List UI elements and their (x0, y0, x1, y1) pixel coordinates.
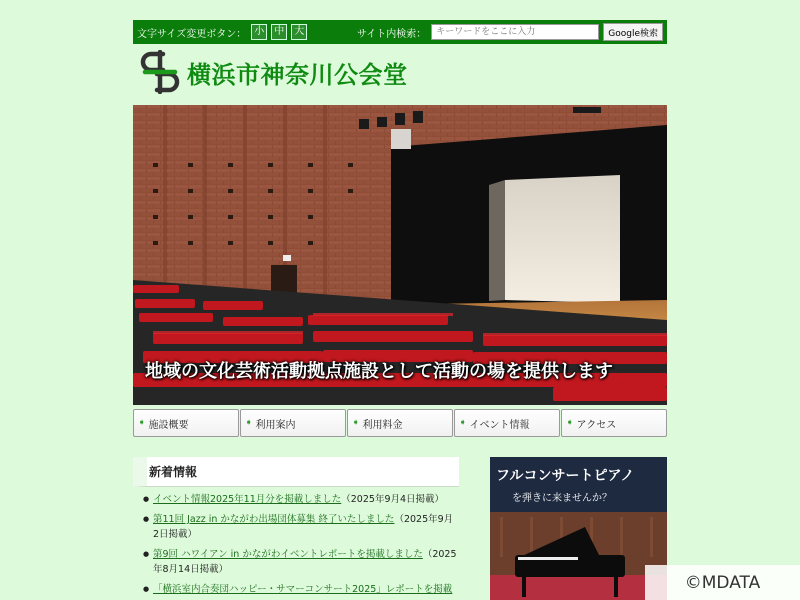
arrow-right-icon: ➧ (566, 418, 574, 428)
news-link[interactable]: 第11回 Jazz in かながわ出場団体募集 終了いたしました (153, 514, 395, 525)
arrow-right-icon: ➧ (245, 418, 253, 428)
font-size-small-button[interactable]: 小 (251, 24, 267, 40)
site-search-label: サイト内検索： (356, 28, 427, 40)
hero-caption: 地域の文化芸術活動拠点施設として活動の場を提供します (145, 361, 613, 382)
arrow-right-icon: ➧ (138, 418, 146, 428)
logo-mark-icon (137, 50, 183, 94)
news-heading: 新着情報 (133, 457, 459, 487)
nav-item-label: 利用料金 (362, 419, 403, 431)
news-date: （2025年8月14日掲載） (153, 549, 457, 575)
site-search-input[interactable] (431, 24, 599, 40)
news-link[interactable]: 「横浜室内合奏団ハッピー・サマーコンサート2025」レポートを掲載 (153, 584, 453, 595)
banner-subtitle: を弾きに来ませんか？ (512, 493, 612, 504)
site-title: 横浜市神奈川公会堂 (187, 60, 408, 89)
nav-item-events[interactable] (454, 409, 560, 437)
news-list (133, 492, 459, 597)
nav-item-label: 利用案内 (255, 419, 296, 431)
main-nav (133, 409, 667, 437)
nav-item-fees[interactable] (347, 409, 453, 437)
news-item (143, 492, 459, 507)
nav-item-label: アクセス (576, 419, 617, 431)
copyright-watermark: ©MDATA (645, 565, 800, 600)
news-item (143, 547, 459, 577)
news-date: （2025年9月4日掲載） (341, 494, 445, 505)
news-item (143, 512, 459, 542)
news-date: （2025年9月2日掲載） (153, 514, 454, 540)
news-item (143, 582, 459, 597)
arrow-right-icon: ➧ (352, 418, 360, 428)
utility-bar (133, 20, 667, 44)
arrow-right-icon: ➧ (459, 418, 467, 428)
nav-item-access[interactable] (561, 409, 667, 437)
news-link[interactable]: イベント情報2025年11月分を掲載しました (153, 494, 342, 505)
google-search-button[interactable]: Google検索 (603, 23, 663, 41)
nav-item-usage-guide[interactable] (240, 409, 346, 437)
site-logo[interactable] (137, 50, 408, 94)
hero-image (133, 105, 667, 405)
news-section (133, 457, 459, 597)
nav-item-label: イベント情報 (469, 419, 530, 431)
banner-title: フルコンサートピアノ (496, 468, 635, 484)
news-link[interactable]: 第9回 ハワイアン in かながわイベントレポートを掲載しました (153, 549, 423, 560)
font-size-large-button[interactable]: 大 (291, 24, 307, 40)
nav-item-facility-overview[interactable] (133, 409, 239, 437)
nav-item-label: 施設概要 (148, 419, 189, 431)
piano-banner[interactable] (490, 457, 667, 600)
font-size-label: 文字サイズ変更ボタン： (137, 28, 247, 40)
font-size-medium-button[interactable]: 中 (271, 24, 287, 40)
